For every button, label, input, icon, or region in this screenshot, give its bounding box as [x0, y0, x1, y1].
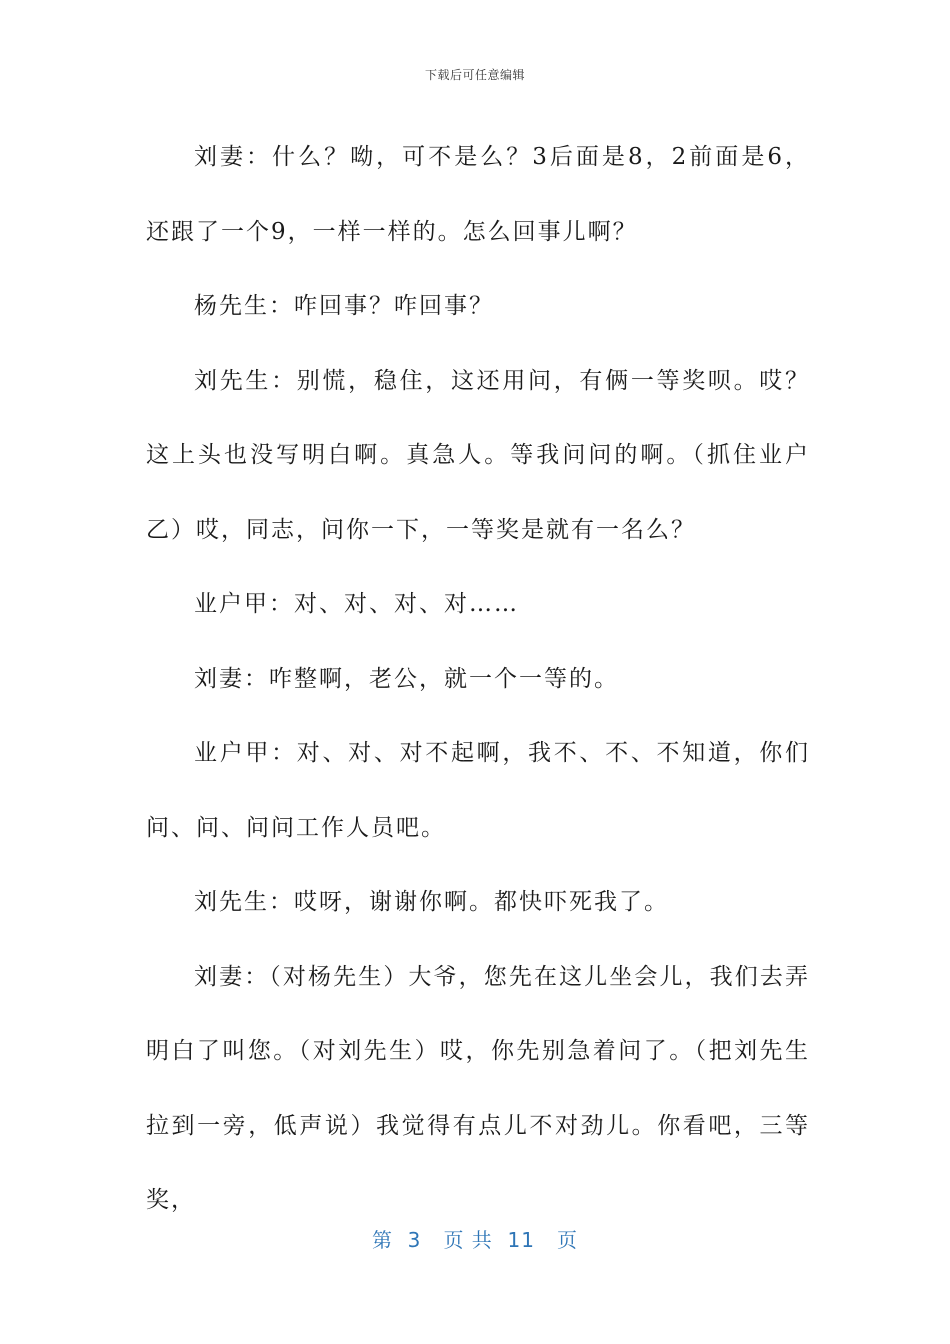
- paragraph: 刘妻：咋整啊，老公，就一个一等的。: [194, 665, 619, 692]
- document-body: [146, 120, 810, 1238]
- paragraph: 刘先生：别慌，稳住，这还用问，有俩一等奖呗。哎？这上头也没写明白啊。真急人。等我问问的啊。（抓住业户乙）哎，同志，问你一下，一等奖是就有一名么？: [146, 367, 810, 543]
- paragraph: 业户甲：对、对、对、对……: [194, 591, 519, 617]
- paragraph: 杨先生：咋回事？咋回事？: [194, 293, 494, 319]
- paragraph: 刘先生：哎呀，谢谢你啊。都快吓死我了。: [194, 889, 669, 915]
- paragraph: 刘妻：（对杨先生）大爷，您先在这儿坐会儿，我们去弄明白了叫您。（对刘先生）哎，你先别急着问了。（把刘先生拉到一旁，低声说）我觉得有点儿不对劲儿。你看吧，三等奖，: [146, 963, 810, 1213]
- paragraph: 刘妻：什么？呦，可不是么？3后面是8，2前面是6，还跟了一个9，一样一样的。怎么回事儿啊？: [146, 144, 810, 245]
- page-header-note: 下载后可任意编辑: [424, 68, 525, 82]
- page-number-footer: [0, 1224, 950, 1253]
- paragraph: 业户甲：对、对、对不起啊，我不、不、不知道，你们问、问、问问工作人员吧。: [146, 740, 810, 841]
- page-number-text: 第 3 页 共 11 页: [371, 1228, 579, 1252]
